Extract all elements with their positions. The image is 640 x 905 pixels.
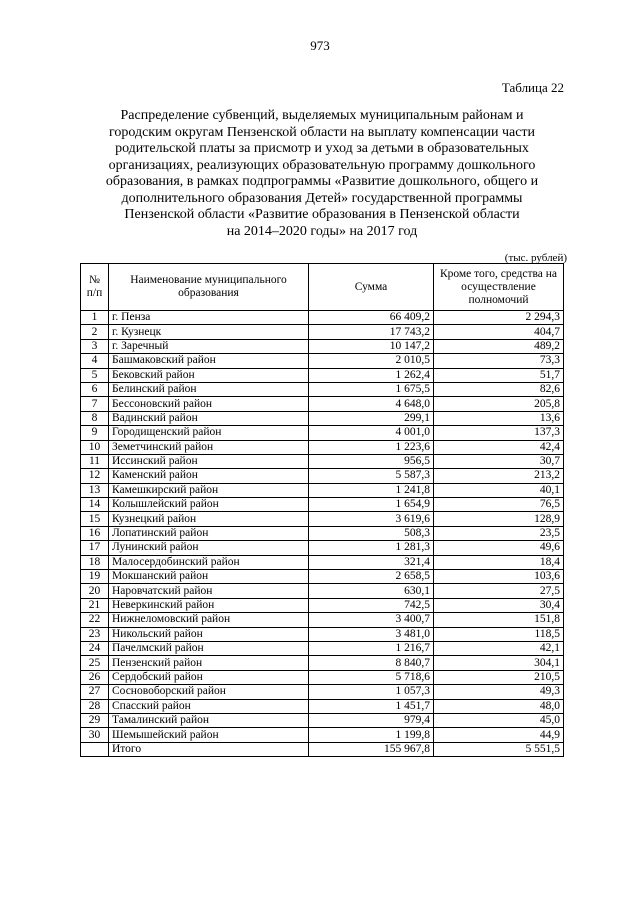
title-line: городским округам Пензенской области на выплату компенсации части — [108, 124, 536, 140]
row-extra: 49,6 — [434, 541, 564, 555]
table-row — [81, 325, 564, 339]
table-row — [81, 598, 564, 612]
row-extra: 137,3 — [434, 426, 564, 440]
row-sum: 3 400,7 — [309, 613, 434, 627]
row-name: Неверкинский район — [109, 598, 309, 612]
row-name: Лопатинский район — [109, 526, 309, 540]
table-row — [81, 713, 564, 727]
header-number: № п/п — [81, 264, 109, 311]
row-extra: 48,0 — [434, 699, 564, 713]
row-sum: 742,5 — [309, 598, 434, 612]
row-number: 3 — [81, 339, 109, 353]
table-row — [81, 541, 564, 555]
row-name: Наровчатский район — [109, 584, 309, 598]
row-sum: 1 675,5 — [309, 382, 434, 396]
row-extra: 40,1 — [434, 483, 564, 497]
row-name: Сосновоборский район — [109, 685, 309, 699]
row-extra: 18,4 — [434, 555, 564, 569]
row-sum: 5 718,6 — [309, 670, 434, 684]
table-row — [81, 699, 564, 713]
header-sum: Сумма — [309, 264, 434, 311]
row-number: 4 — [81, 354, 109, 368]
units-label: (тыс. рублей) — [504, 252, 567, 264]
row-extra: 210,5 — [434, 670, 564, 684]
row-sum: 17 743,2 — [309, 325, 434, 339]
row-sum: 299,1 — [309, 411, 434, 425]
table-row — [81, 728, 564, 742]
row-name: Кузнецкий район — [109, 512, 309, 526]
title-line: образования, в рамках подпрограммы «Развитие дошкольного, общего и — [105, 174, 539, 189]
row-name: Башмаковский район — [109, 354, 309, 368]
row-number: 24 — [81, 641, 109, 655]
page-number: 973 — [310, 38, 330, 53]
row-number: 22 — [81, 613, 109, 627]
row-extra: 27,5 — [434, 584, 564, 598]
row-number: 20 — [81, 584, 109, 598]
row-number: 29 — [81, 713, 109, 727]
title-line: дополнительного образования Детей» государственной программы — [121, 190, 523, 206]
row-name: Бековский район — [109, 368, 309, 382]
table-row — [81, 483, 564, 497]
table-row — [81, 440, 564, 454]
row-sum: 630,1 — [309, 584, 434, 598]
row-name: Лунинский район — [109, 541, 309, 555]
table-row — [81, 526, 564, 540]
table-row — [81, 670, 564, 684]
row-name: Нижнеломовский район — [109, 613, 309, 627]
row-number: 16 — [81, 526, 109, 540]
row-number: 1 — [81, 311, 109, 325]
row-extra: 13,6 — [434, 411, 564, 425]
row-extra: 49,3 — [434, 685, 564, 699]
row-name: Городищенский район — [109, 426, 309, 440]
row-number: 6 — [81, 382, 109, 396]
row-extra: 103,6 — [434, 570, 564, 584]
row-extra: 151,8 — [434, 613, 564, 627]
row-extra: 42,1 — [434, 641, 564, 655]
row-number: 2 — [81, 325, 109, 339]
row-number: 27 — [81, 685, 109, 699]
row-name: Шемышейский район — [109, 728, 309, 742]
row-sum: 8 840,7 — [309, 656, 434, 670]
table-row — [81, 656, 564, 670]
row-name: Иссинский район — [109, 454, 309, 468]
total-sum: 155 967,8 — [309, 742, 434, 756]
table-row — [81, 311, 564, 325]
row-extra: 213,2 — [434, 469, 564, 483]
row-sum: 321,4 — [309, 555, 434, 569]
row-name: Малосердобинский район — [109, 555, 309, 569]
row-name: Камешкирский район — [109, 483, 309, 497]
row-number: 7 — [81, 397, 109, 411]
row-number: 18 — [81, 555, 109, 569]
row-number: 14 — [81, 498, 109, 512]
row-extra: 30,4 — [434, 598, 564, 612]
title-line: Пензенской области «Развитие образования в Пензенской области — [124, 207, 520, 222]
row-number: 26 — [81, 670, 109, 684]
row-sum: 979,4 — [309, 713, 434, 727]
row-number: 17 — [81, 541, 109, 555]
row-extra: 45,0 — [434, 713, 564, 727]
subsidy-table — [80, 263, 564, 757]
row-sum: 3 481,0 — [309, 627, 434, 641]
row-sum: 4 001,0 — [309, 426, 434, 440]
row-extra: 73,3 — [434, 354, 564, 368]
row-sum: 508,3 — [309, 526, 434, 540]
row-name: Вадинский район — [109, 411, 309, 425]
table-row — [81, 584, 564, 598]
table-row — [81, 368, 564, 382]
table-row — [81, 411, 564, 425]
row-number: 30 — [81, 728, 109, 742]
row-sum: 1 199,8 — [309, 728, 434, 742]
row-number: 11 — [81, 454, 109, 468]
row-extra: 82,6 — [434, 382, 564, 396]
table-row — [81, 469, 564, 483]
table-row — [81, 354, 564, 368]
row-number: 19 — [81, 570, 109, 584]
row-extra: 489,2 — [434, 339, 564, 353]
header-extra: Кроме того, средства на осуществление полномочий — [434, 264, 564, 311]
table-row — [81, 685, 564, 699]
row-sum: 1 223,6 — [309, 440, 434, 454]
table-row — [81, 570, 564, 584]
row-name: Колышлейский район — [109, 498, 309, 512]
row-extra: 128,9 — [434, 512, 564, 526]
row-number: 15 — [81, 512, 109, 526]
row-number: 5 — [81, 368, 109, 382]
header-name: Наименование муниципального образования — [109, 264, 309, 311]
row-number: 21 — [81, 598, 109, 612]
row-name: Земетчинский район — [109, 440, 309, 454]
total-label: Итого — [109, 742, 309, 756]
row-extra: 118,5 — [434, 627, 564, 641]
row-sum: 1 216,7 — [309, 641, 434, 655]
total-number — [81, 742, 109, 756]
row-name: Каменский район — [109, 469, 309, 483]
row-sum: 1 241,8 — [309, 483, 434, 497]
row-extra: 404,7 — [434, 325, 564, 339]
row-number: 10 — [81, 440, 109, 454]
row-extra: 304,1 — [434, 656, 564, 670]
table-row — [81, 397, 564, 411]
table-row — [81, 498, 564, 512]
row-sum: 956,5 — [309, 454, 434, 468]
table-row — [81, 454, 564, 468]
title-line: Распределение субвенций, выделяемых муниципальным районам и — [120, 108, 524, 123]
row-extra: 30,7 — [434, 454, 564, 468]
row-name: Пачелмский район — [109, 641, 309, 655]
row-name: Мокшанский район — [109, 570, 309, 584]
row-sum: 5 587,3 — [309, 469, 434, 483]
row-name: Спасский район — [109, 699, 309, 713]
row-extra: 205,8 — [434, 397, 564, 411]
title-line: на 2014–2020 годы» на 2017 год — [226, 223, 418, 239]
row-extra: 51,7 — [434, 368, 564, 382]
row-sum: 1 281,3 — [309, 541, 434, 555]
row-name: г. Кузнецк — [109, 325, 309, 339]
table-row — [81, 627, 564, 641]
row-extra: 2 294,3 — [434, 311, 564, 325]
table-row — [81, 382, 564, 396]
title-line: организациях, реализующих образовательную программу дошкольного — [108, 157, 536, 173]
row-sum: 4 648,0 — [309, 397, 434, 411]
table-row — [81, 339, 564, 353]
row-sum: 66 409,2 — [309, 311, 434, 325]
row-extra: 76,5 — [434, 498, 564, 512]
table-body — [81, 311, 564, 757]
table-row — [81, 555, 564, 569]
table-row — [81, 641, 564, 655]
row-number: 25 — [81, 656, 109, 670]
row-number: 12 — [81, 469, 109, 483]
table-row — [81, 512, 564, 526]
row-sum: 1 654,9 — [309, 498, 434, 512]
row-name: г. Пенза — [109, 311, 309, 325]
row-extra: 23,5 — [434, 526, 564, 540]
row-name: Никольский район — [109, 627, 309, 641]
row-name: Бессоновский район — [109, 397, 309, 411]
row-sum: 1 262,4 — [309, 368, 434, 382]
row-sum: 2 010,5 — [309, 354, 434, 368]
row-name: Пензенский район — [109, 656, 309, 670]
table-label: Таблица 22 — [501, 80, 564, 95]
title-line: родительской платы за присмотр и уход за детьми в образовательных — [115, 141, 529, 156]
row-number: 8 — [81, 411, 109, 425]
row-number: 13 — [81, 483, 109, 497]
row-extra: 42,4 — [434, 440, 564, 454]
row-sum: 1 451,7 — [309, 699, 434, 713]
row-name: г. Заречный — [109, 339, 309, 353]
row-extra: 44,9 — [434, 728, 564, 742]
row-sum: 3 619,6 — [309, 512, 434, 526]
row-name: Тамалинский район — [109, 713, 309, 727]
total-row — [81, 742, 564, 756]
row-sum: 2 658,5 — [309, 570, 434, 584]
total-extra: 5 551,5 — [434, 742, 564, 756]
row-number: 23 — [81, 627, 109, 641]
table-title — [80, 108, 564, 240]
table-row — [81, 613, 564, 627]
row-number: 9 — [81, 426, 109, 440]
row-name: Белинский район — [109, 382, 309, 396]
row-number: 28 — [81, 699, 109, 713]
row-sum: 10 147,2 — [309, 339, 434, 353]
table-row — [81, 426, 564, 440]
row-name: Сердобский район — [109, 670, 309, 684]
table-header-row — [81, 264, 564, 311]
row-sum: 1 057,3 — [309, 685, 434, 699]
